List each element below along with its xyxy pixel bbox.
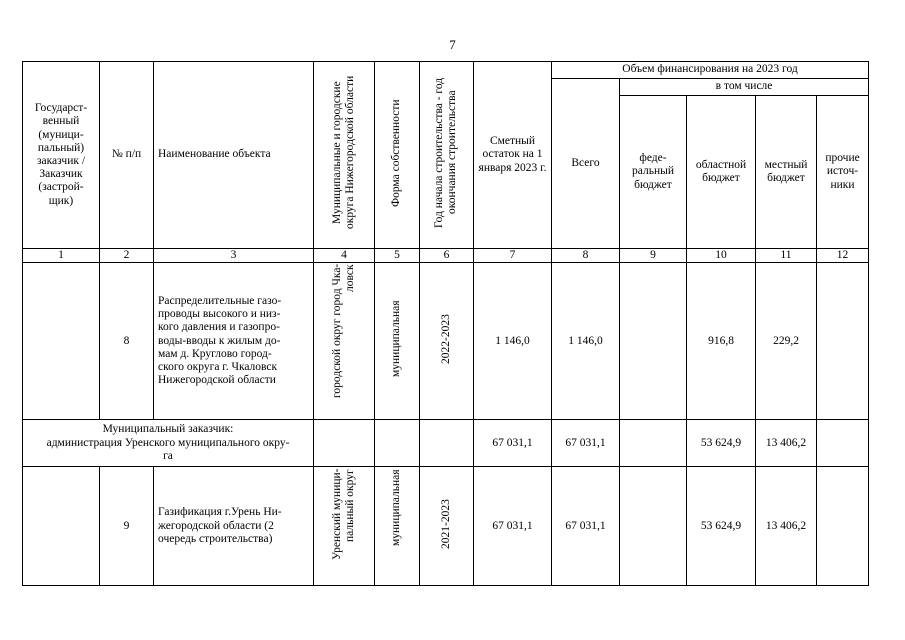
- row-years: 2022-2023: [420, 263, 474, 420]
- col-num-8: 8: [552, 249, 620, 263]
- col-num-11: 11: [756, 249, 817, 263]
- row-years: 2021-2023: [420, 467, 474, 586]
- customer-label: Муниципальный заказчик: администрация Уренского муниципального окру- га: [23, 420, 314, 467]
- col-num-12: 12: [817, 249, 869, 263]
- col-num-6: 6: [420, 249, 474, 263]
- row-regional: 916,8: [687, 263, 756, 420]
- header-num: № п/п: [100, 62, 154, 249]
- col-num-2: 2: [100, 249, 154, 263]
- header-other: прочие источ- ники: [817, 96, 869, 249]
- row-estimate: 1 146,0: [474, 263, 552, 420]
- customer-regional: 53 624,9: [687, 420, 756, 467]
- row-ownership: муниципальная: [375, 467, 420, 586]
- row-local: 229,2: [756, 263, 817, 420]
- table-row: [23, 263, 869, 420]
- header-estimate: Сметный остаток на 1 января 2023 г.: [474, 62, 552, 249]
- row-federal: [620, 467, 687, 586]
- row-other: [817, 263, 869, 420]
- customer-municipality: [314, 420, 375, 467]
- header-customer: Государст- венный (муници- пальный) заказчик / Заказчик (застрой- щик): [23, 62, 100, 249]
- row-total: 67 031,1: [552, 467, 620, 586]
- header-ownership: Форма собственности: [375, 62, 420, 249]
- row-regional: 53 624,9: [687, 467, 756, 586]
- header-regional: областной бюджет: [687, 96, 756, 249]
- col-num-10: 10: [687, 249, 756, 263]
- customer-ownership: [375, 420, 420, 467]
- customer-federal: [620, 420, 687, 467]
- table-row: [23, 467, 869, 586]
- row-customer: [23, 263, 100, 420]
- customer-row: [23, 420, 869, 467]
- row-num: 9: [100, 467, 154, 586]
- row-num: 8: [100, 263, 154, 420]
- header-local: местный бюджет: [756, 96, 817, 249]
- customer-local: 13 406,2: [756, 420, 817, 467]
- row-local: 13 406,2: [756, 467, 817, 586]
- row-customer: [23, 467, 100, 586]
- col-num-7: 7: [474, 249, 552, 263]
- header-years: Год начала строительства - год окончания строительства: [420, 62, 474, 249]
- row-estimate: 67 031,1: [474, 467, 552, 586]
- col-num-9: 9: [620, 249, 687, 263]
- header-funding: Объем финансирования на 2023 год: [552, 62, 869, 79]
- header-object-name: Наименование объекта: [154, 62, 314, 249]
- col-num-1: 1: [23, 249, 100, 263]
- row-federal: [620, 263, 687, 420]
- row-municipality: городской округ город Чка- ловск: [314, 263, 375, 420]
- customer-total: 67 031,1: [552, 420, 620, 467]
- customer-estimate: 67 031,1: [474, 420, 552, 467]
- page-number: 7: [449, 37, 456, 52]
- financing-table: [22, 61, 869, 586]
- column-numbers-row: [23, 249, 869, 263]
- col-num-5: 5: [375, 249, 420, 263]
- customer-other: [817, 420, 869, 467]
- header-including: в том числе: [620, 79, 869, 96]
- header-municipality: Муниципальные и городские округа Нижегородской области: [314, 62, 375, 249]
- header-federal: феде- ральный бюджет: [620, 96, 687, 249]
- row-ownership: муниципальная: [375, 263, 420, 420]
- col-num-3: 3: [154, 249, 314, 263]
- row-object-name: Распределительные газо- проводы высокого и низ- кого давления и газопро- воды-вводы к жилым до- мам д. Круглово город- ского округа г. Чкаловск Нижегородской области: [154, 263, 314, 420]
- row-object-name: Газификация г.Урень Ни- жегородской области (2 очередь строительства): [154, 467, 314, 586]
- row-other: [817, 467, 869, 586]
- row-municipality: Уренский муници- пальный округ: [314, 467, 375, 586]
- col-num-4: 4: [314, 249, 375, 263]
- header-total: Всего: [552, 79, 620, 249]
- row-total: 1 146,0: [552, 263, 620, 420]
- customer-years: [420, 420, 474, 467]
